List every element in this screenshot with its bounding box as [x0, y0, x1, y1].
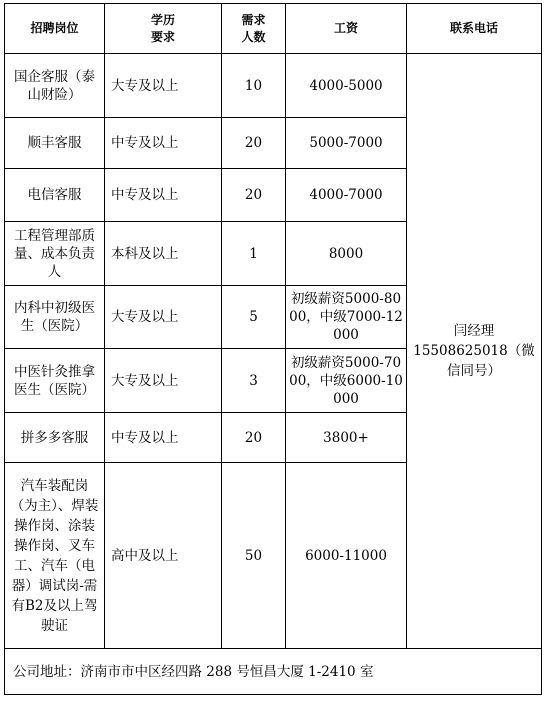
recruitment-table: [4, 3, 542, 695]
position-cell: 工程管理部质量、成本负责人: [5, 222, 105, 286]
education-cell: 高中及以上: [105, 463, 222, 649]
salary-cell: 6000-11000: [286, 463, 407, 649]
header-education-line1: 学历: [150, 12, 175, 27]
education-cell: 中专及以上: [105, 413, 222, 463]
position-cell: 顺丰客服: [5, 118, 105, 169]
header-contact: 联系电话: [407, 4, 542, 54]
salary-cell: 初级薪资5000-8000，中级7000-12000: [286, 286, 407, 349]
header-education: [105, 4, 222, 54]
count-cell: 20: [222, 118, 286, 169]
salary-cell: 8000: [286, 222, 407, 286]
footer-row: [5, 649, 542, 695]
education-cell: 大专及以上: [105, 349, 222, 413]
header-salary: 工资: [286, 4, 407, 54]
count-cell: 20: [222, 169, 286, 222]
count-cell: 3: [222, 349, 286, 413]
count-cell: 20: [222, 413, 286, 463]
position-cell: 汽车装配岗（为主）、焊装操作岗、涂装操作岗、叉车工、汽车（电器）调试岗-需有B2及以上驾驶证: [5, 463, 105, 649]
table-row: [5, 54, 542, 118]
position-cell: 拼多多客服: [5, 413, 105, 463]
education-cell: 中专及以上: [105, 118, 222, 169]
header-count-line2: 人数: [241, 29, 266, 44]
header-count-line1: 需求: [241, 12, 266, 27]
header-count: [222, 4, 286, 54]
education-cell: 大专及以上: [105, 286, 222, 349]
salary-cell: 5000-7000: [286, 118, 407, 169]
contact-cell: [407, 54, 542, 649]
salary-cell: 初级薪资5000-7000，中级6000-10000: [286, 349, 407, 413]
count-cell: 1: [222, 222, 286, 286]
header-education-line2: 要求: [150, 29, 175, 44]
count-cell: 10: [222, 54, 286, 118]
header-row: [5, 4, 542, 54]
contact-name: 闫经理: [453, 323, 495, 339]
header-position: 招聘岗位: [5, 4, 105, 54]
salary-cell: 4000-5000: [286, 54, 407, 118]
count-cell: 5: [222, 286, 286, 349]
company-address: 公司地址：济南市市中区经四路 288 号恒昌大厦 1-2410 室: [5, 649, 542, 695]
position-cell: 内科中初级医生（医院）: [5, 286, 105, 349]
position-cell: 中医针灸推拿医生（医院）: [5, 349, 105, 413]
education-cell: 中专及以上: [105, 169, 222, 222]
salary-cell: 3800+: [286, 413, 407, 463]
count-cell: 50: [222, 463, 286, 649]
position-cell: 电信客服: [5, 169, 105, 222]
salary-cell: 4000-7000: [286, 169, 407, 222]
contact-phone: 15508625018（微信同号）: [413, 343, 535, 379]
education-cell: 本科及以上: [105, 222, 222, 286]
education-cell: 大专及以上: [105, 54, 222, 118]
position-cell: 国企客服（泰山财险）: [5, 54, 105, 118]
